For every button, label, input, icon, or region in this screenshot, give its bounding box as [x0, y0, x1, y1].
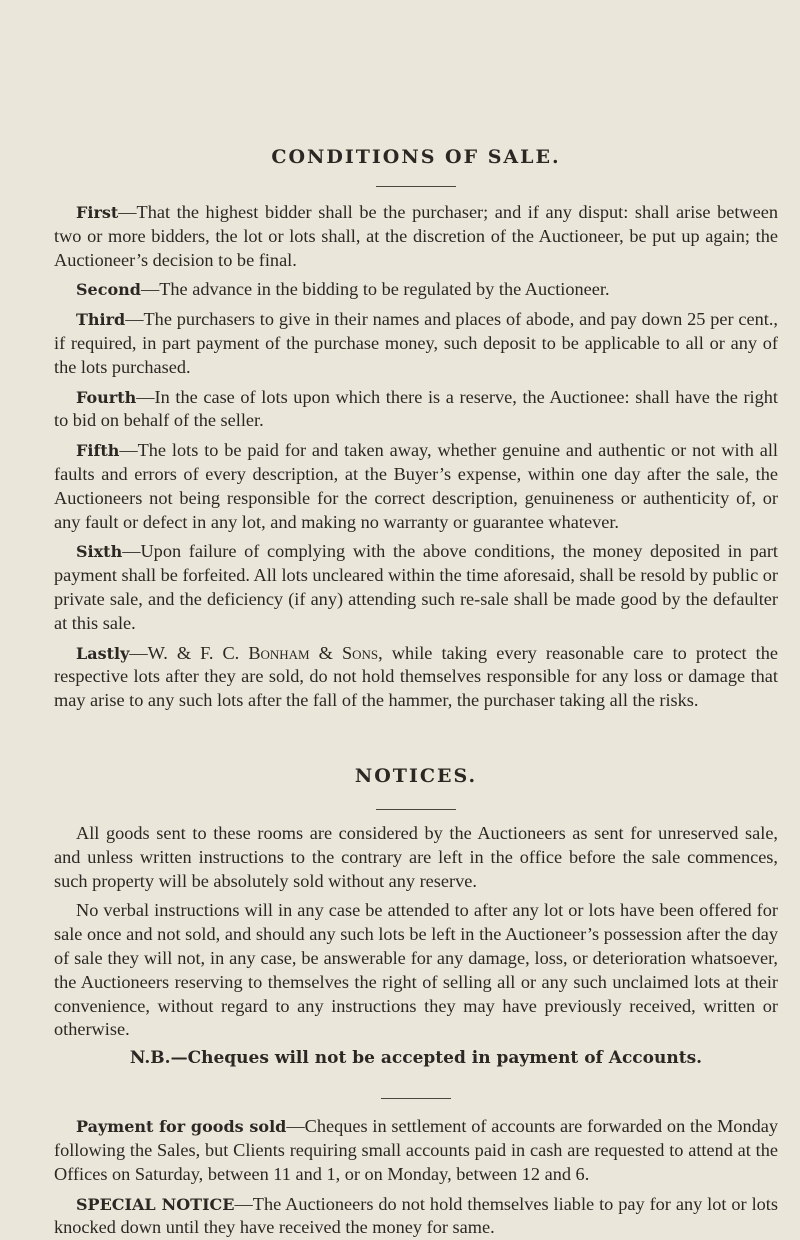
section-rule: [381, 1098, 451, 1099]
payment-notice: [54, 1115, 778, 1186]
condition-text: —Upon failure of complying with the above conditions, the money deposited in part payment shall be forfeited. All lots uncleared within the time aforesaid, shall be resold by public or private sale, and the deficiency (if any) attending such re-sale shall be made good by the defaulter at this sale.: [54, 541, 778, 632]
cheques-notice: N.B.—Cheques will not be accepted in payment of Accounts.: [54, 1048, 778, 1068]
condition-lead: Fifth: [76, 441, 119, 460]
condition-text: —The purchasers to give in their names and places of abode, and pay down 25 per cent., if required, in part payment of the purchase money, such deposit to be applicable to all or any of the lots purchased.: [54, 309, 778, 377]
notices-heading: NOTICES.: [54, 765, 778, 787]
condition-text: —In the case of lots upon which there is a reserve, the Auctionee: shall have the right to bid on behalf of the seller.: [54, 387, 778, 431]
payment-lead: Payment for goods sold: [76, 1117, 286, 1136]
condition-fourth: [54, 386, 778, 434]
condition-text: —That the highest bidder shall be the purchaser; and if any disput: shall arise between two or more bidders, the lot or lots shall, at the discretion of the Auctioneer, be put up again; the Auctioneer’s decision to be final.: [54, 202, 778, 270]
condition-fifth: [54, 439, 778, 534]
condition-sixth: [54, 540, 778, 635]
condition-lead: First: [76, 203, 118, 222]
condition-lastly: [54, 642, 778, 713]
condition-text: while taking every reasonable care to protect the respective lots after they are sold, do not hold themselves responsible for any loss or damage that may arise to any such lots after the fall of the hammer, the purchaser taking all the risks.: [54, 643, 778, 711]
condition-text: —The lots to be paid for and taken away, whether genuine and authentic or not with all faults and errors of every description, at the Buyer’s expense, within one day after the sale, the Auctioneers not being responsible for the correct description, genuineness or authenticity of, or any fault or defect in any lot, and making no warranty or guarantee whatever.: [54, 440, 778, 531]
condition-first: [54, 201, 778, 272]
condition-second: [54, 278, 778, 302]
notice-paragraph: All goods sent to these rooms are considered by the Auctioneers as sent for unreserved sale, and unless written instructions to the contrary are left in the office before the sale commences, such property will be absolutely sold without any reserve.: [54, 822, 778, 893]
condition-lead: Sixth: [76, 542, 122, 561]
special-notice: [54, 1193, 778, 1240]
auctioneer-firm-name: —W. & F. C. Bonham & Sons,: [129, 643, 382, 663]
condition-text: —The advance in the bidding to be regulated by the Auctioneer.: [141, 279, 610, 299]
condition-lead: Second: [76, 280, 141, 299]
condition-lead: Fourth: [76, 388, 136, 407]
notice-paragraph: No verbal instructions will in any case be attended to after any lot or lots have been offered for sale once and not sold, and should any such lots be left in the Auctioneer’s possession after the day of sale they will not, in any case, be answerable for any damage, loss, or deterioration whatsoever, the Auctioneers reserving to themselves the right of selling all or any such unclaimed lots at their convenience, without regard to any instructions they may have previously received, written or otherwise.: [54, 899, 778, 1042]
heading-rule: [376, 809, 456, 810]
payment-text: —Cheques in settlement of accounts are forwarded on the Monday following the Sales, but Clients requiring small accounts paid in cash are requested to attend at the Offices on Saturday, between 11 and 1, or on Monday, between 12 and 6.: [54, 1116, 778, 1184]
condition-third: [54, 308, 778, 379]
special-lead: SPECIAL NOTICE: [76, 1195, 235, 1214]
special-text: —The Auctioneers do not hold themselves liable to pay for any lot or lots knocked down until they have received the money for same.: [54, 1194, 778, 1238]
condition-lead: Lastly: [76, 644, 129, 663]
conditions-heading: CONDITIONS OF SALE.: [54, 146, 778, 168]
heading-rule: [376, 186, 456, 187]
condition-lead: Third: [76, 310, 125, 329]
